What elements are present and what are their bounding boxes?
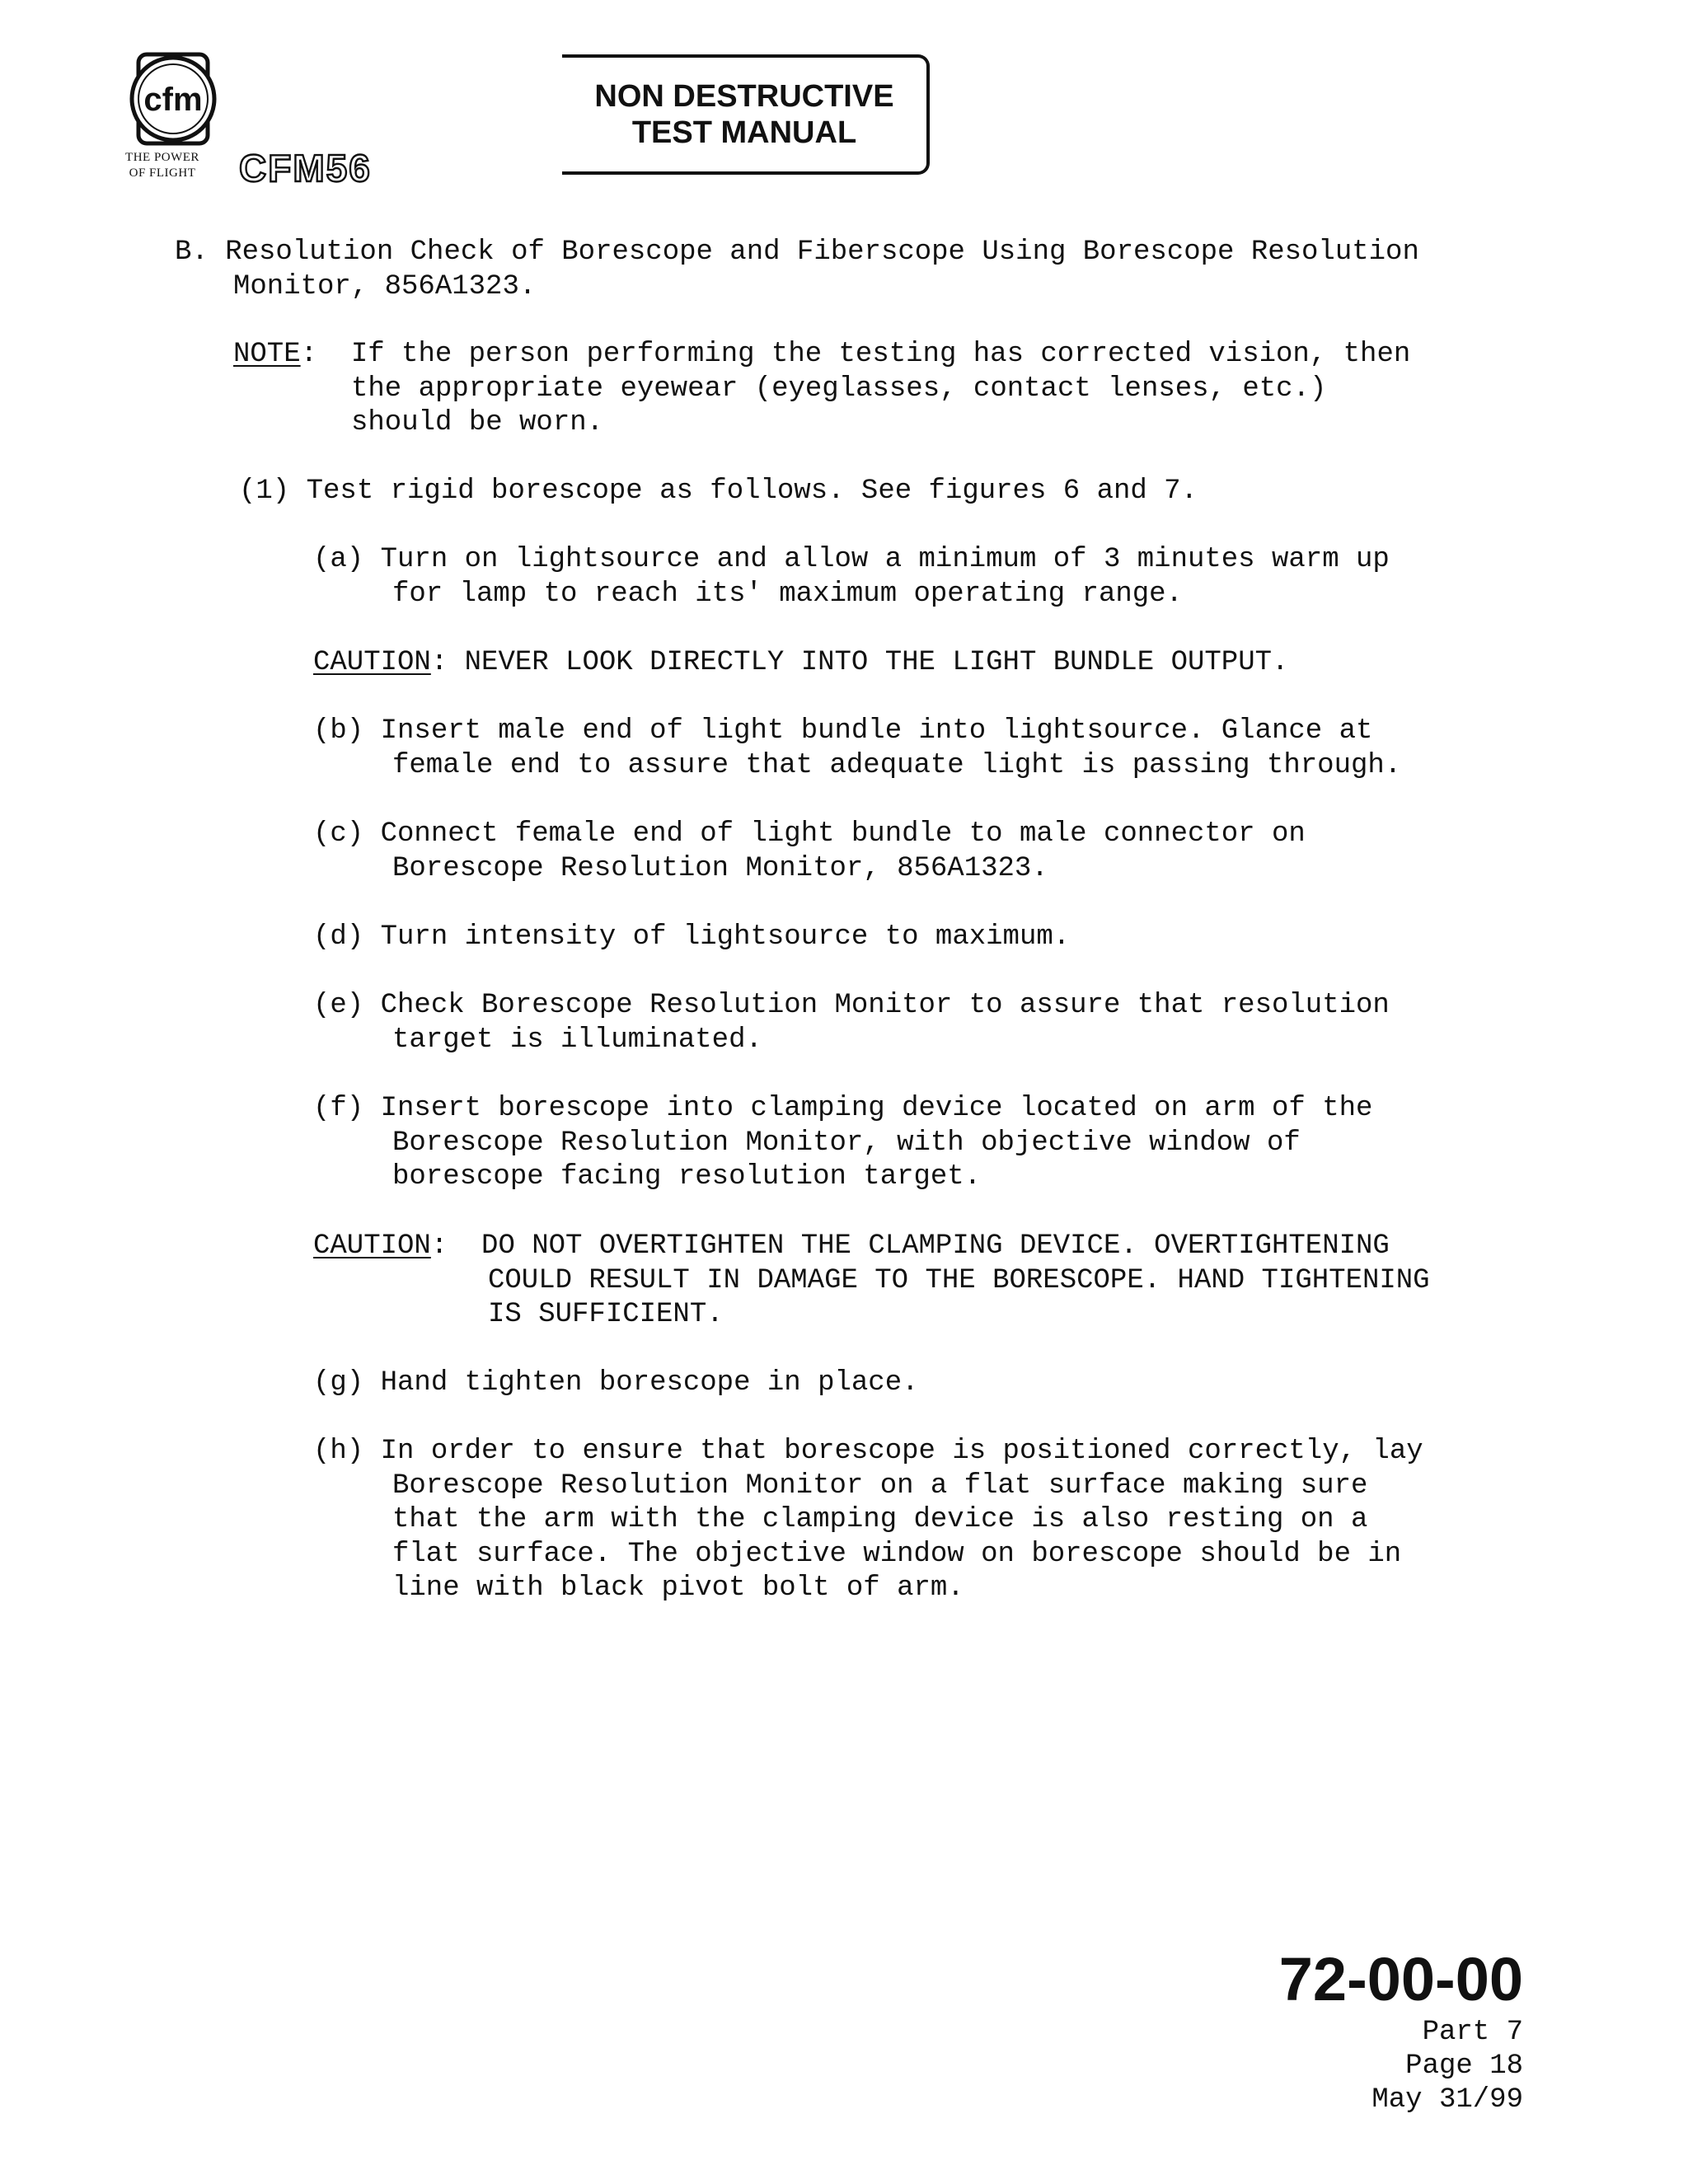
note-block (233, 338, 1410, 441)
step-h-line-4: flat surface. The objective window on borescope should be in (392, 1538, 1402, 1570)
step-1: (1) Test rigid borescope as follows. See figures 6 and 7. (239, 476, 1198, 507)
engine-logo (239, 145, 453, 191)
step-a-line-2: for lamp to reach its' maximum operating range. (392, 578, 1183, 610)
section-heading (175, 236, 1419, 304)
step-e-line-1: (e) Check Borescope Resolution Monitor to assure that resolution (313, 990, 1390, 1021)
caution-2-line-2: COULD RESULT IN DAMAGE TO THE BORESCOPE. HAND TIGHTENING (488, 1264, 1430, 1296)
step-h (313, 1435, 1423, 1606)
step-h-line-1: (h) In order to ensure that borescope is positioned correctly, lay (313, 1436, 1423, 1467)
caution-1-label: CAUTION (313, 647, 431, 678)
note-line-3: should be worn. (351, 407, 604, 438)
section-heading-line-2: Monitor, 856A1323. (233, 270, 537, 302)
logo-text: cfm (143, 82, 203, 118)
step-f-line-2: Borescope Resolution Monitor, with objective window of (392, 1127, 1301, 1159)
step-a (313, 543, 1390, 612)
step-e (313, 989, 1390, 1057)
footer-date: May 31/99 (1372, 2084, 1523, 2116)
logo-tagline-line-2: OF FLIGHT (129, 166, 196, 180)
engine-name: CFM56 (239, 147, 372, 190)
footer-page: Page 18 (1405, 2050, 1523, 2082)
caution-2-label: CAUTION (313, 1230, 431, 1262)
step-c-line-1: (c) Connect female end of light bundle to male connector on (313, 818, 1306, 850)
step-g: (g) Hand tighten borescope in place. (313, 1367, 919, 1399)
logo-tagline-line-1: THE POWER (125, 151, 199, 164)
caution-2-line-1: : DO NOT OVERTIGHTEN THE CLAMPING DEVICE. OVERTIGHTENING (430, 1230, 1390, 1262)
step-b-line-2: female end to assure that adequate light is passing through. (392, 749, 1402, 781)
step-f-line-1: (f) Insert borescope into clamping device located on arm of the (313, 1093, 1373, 1124)
step-h-line-5: line with black pivot bolt of arm. (392, 1572, 964, 1604)
note-line-2: the appropriate eyewear (eyeglasses, contact lenses, etc.) (351, 373, 1327, 405)
manual-title-line-2: TEST MANUAL (631, 115, 857, 150)
caution-1 (313, 646, 1288, 681)
manual-title-line-1: NON DESTRUCTIVE (594, 79, 894, 114)
step-f-line-3: borescope facing resolution target. (392, 1161, 982, 1193)
note-line-1: : If the person performing the testing has corrected vision, then (300, 339, 1411, 370)
step-h-line-2: Borescope Resolution Monitor on a flat surface making sure (392, 1469, 1368, 1502)
caution-2-line-3: IS SUFFICIENT. (488, 1299, 724, 1330)
step-e-line-2: target is illuminated. (392, 1024, 762, 1056)
section-heading-line-1: B. Resolution Check of Borescope and Fiberscope Using Borescope Resolution (175, 237, 1419, 268)
step-d: (d) Turn intensity of lightsource to maximum. (313, 921, 1071, 953)
step-c-line-2: Borescope Resolution Monitor, 856A1323. (392, 852, 1048, 884)
step-b (313, 715, 1401, 783)
step-h-line-3: that the arm with the clamping device is also resting on a (392, 1504, 1368, 1535)
caution-1-text: : NEVER LOOK DIRECTLY INTO THE LIGHT BUNDLE OUTPUT. (430, 647, 1289, 678)
document-number: 72-00-00 (1278, 1945, 1523, 2013)
footer-part: Part 7 (1422, 2017, 1523, 2048)
step-a-line-1: (a) Turn on lightsource and allow a minimum of 3 minutes warm up (313, 544, 1390, 575)
step-c (313, 818, 1306, 886)
manual-title-box (562, 54, 930, 175)
logo-tagline (109, 150, 216, 181)
step-b-line-1: (b) Insert male end of light bundle into lightsource. Glance at (313, 715, 1373, 747)
note-label: NOTE (233, 339, 301, 370)
step-f (313, 1092, 1372, 1195)
caution-2 (313, 1230, 1430, 1333)
